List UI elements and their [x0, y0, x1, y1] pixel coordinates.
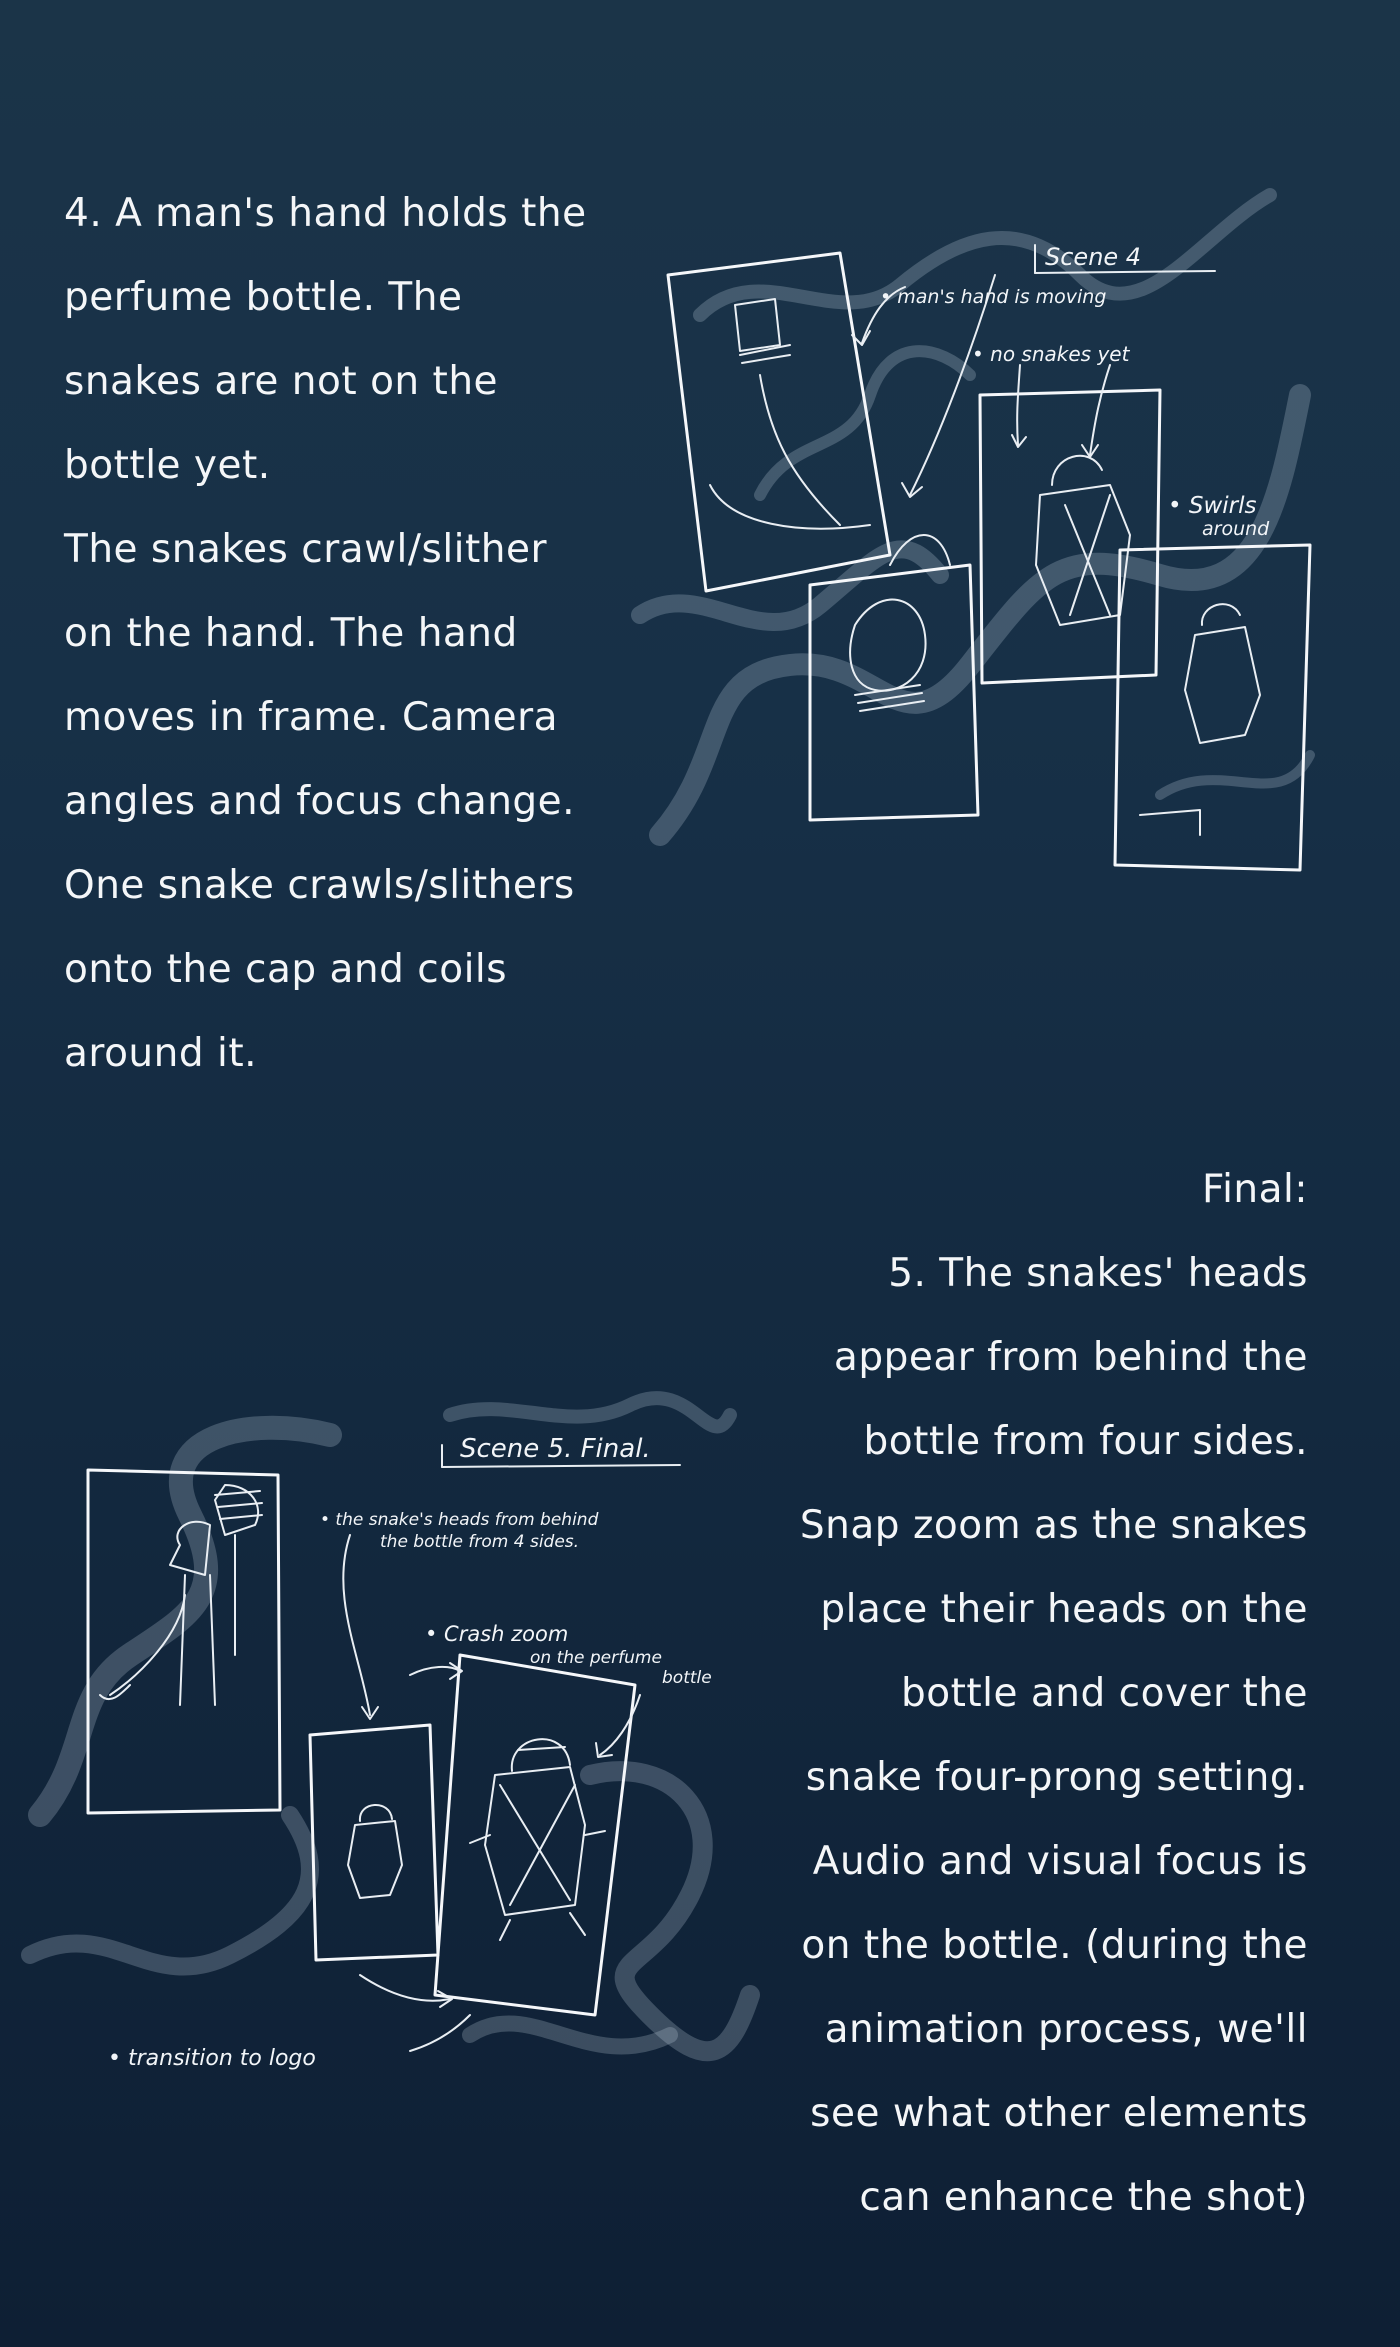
scene-5-line: Final:: [1201, 1167, 1308, 1212]
scene-5-note-on-perfume: on the perfume: [530, 1648, 662, 1668]
scene-4-line: snakes are not on the: [64, 359, 499, 404]
scene-5-line: can enhance the shot): [859, 2175, 1308, 2220]
scene-5-sketch-drawing: [30, 1395, 750, 2095]
scene-4-storyboard-sketch: [640, 195, 1320, 895]
scene-5-frame-bottle-small: [310, 1725, 438, 1960]
scene-5-line: Audio and visual focus is: [812, 1839, 1308, 1884]
scene-5-line: see what other elements: [810, 2091, 1308, 2136]
scene-5-note-transition: • transition to logo: [108, 2046, 316, 2071]
scene-4-sketch-drawing: [640, 195, 1320, 895]
scene-5-line: on the bottle. (during the: [801, 1923, 1308, 1968]
scene-4-line: onto the cap and coils: [64, 947, 508, 992]
scene-5-storyboard-sketch: [30, 1395, 750, 2095]
scene-4-line: 4. A man's hand holds the: [64, 191, 587, 236]
scene-5-note-heads: • the snake's heads from behind: [320, 1510, 599, 1530]
scene-4-note-hand-moving: • man's hand is moving: [880, 286, 1107, 308]
scene-4-line: The snakes crawl/slither: [64, 527, 548, 572]
scene-4-frame-3: [980, 390, 1160, 683]
scene-4-title: Scene 4: [1045, 243, 1142, 271]
scene-5-line: Snap zoom as the snakes: [799, 1503, 1308, 1548]
scene-4-line: angles and focus change.: [64, 779, 576, 824]
scene-4-note-swirls: • Swirls: [1168, 493, 1257, 519]
scene-5-note-four-sides: the bottle from 4 sides.: [380, 1532, 580, 1552]
scene-5-title: Scene 5. Final.: [460, 1434, 651, 1464]
scene-4-line: perfume bottle. The: [64, 275, 463, 320]
scene-5-note-crash-zoom: • Crash zoom: [425, 1622, 569, 1646]
smoke-swirls: [30, 1398, 750, 2051]
scene-5-line: snake four-prong setting.: [805, 1755, 1308, 1800]
scene-5-line: bottle from four sides.: [863, 1419, 1308, 1464]
scene-4-note-around: around: [1202, 518, 1270, 540]
scene-5-line: place their heads on the: [820, 1587, 1308, 1632]
scene-5-note-bottle: bottle: [662, 1668, 712, 1688]
scene-4-line: on the hand. The hand: [64, 611, 518, 656]
scene-5-frame-bottle-large: [435, 1655, 635, 2015]
scene-4-note-no-snakes: • no snakes yet: [972, 342, 1130, 366]
scene-4-frame-4: [1115, 545, 1310, 870]
scene-5-line: bottle and cover the: [900, 1671, 1308, 1716]
scene-4-line: moves in frame. Camera: [64, 695, 559, 740]
scene-4-description: [64, 172, 587, 1096]
scene-5-line: appear from behind the: [833, 1335, 1308, 1380]
scene-4-line: One snake crawls/slithers: [64, 863, 575, 908]
scene-5-description: [800, 1148, 1308, 2240]
scene-4-line: bottle yet.: [64, 443, 271, 488]
scene-5-line: animation process, we'll: [824, 2007, 1308, 2052]
scene-4-line: around it.: [64, 1031, 258, 1076]
scene-5-line: 5. The snakes' heads: [888, 1251, 1308, 1296]
